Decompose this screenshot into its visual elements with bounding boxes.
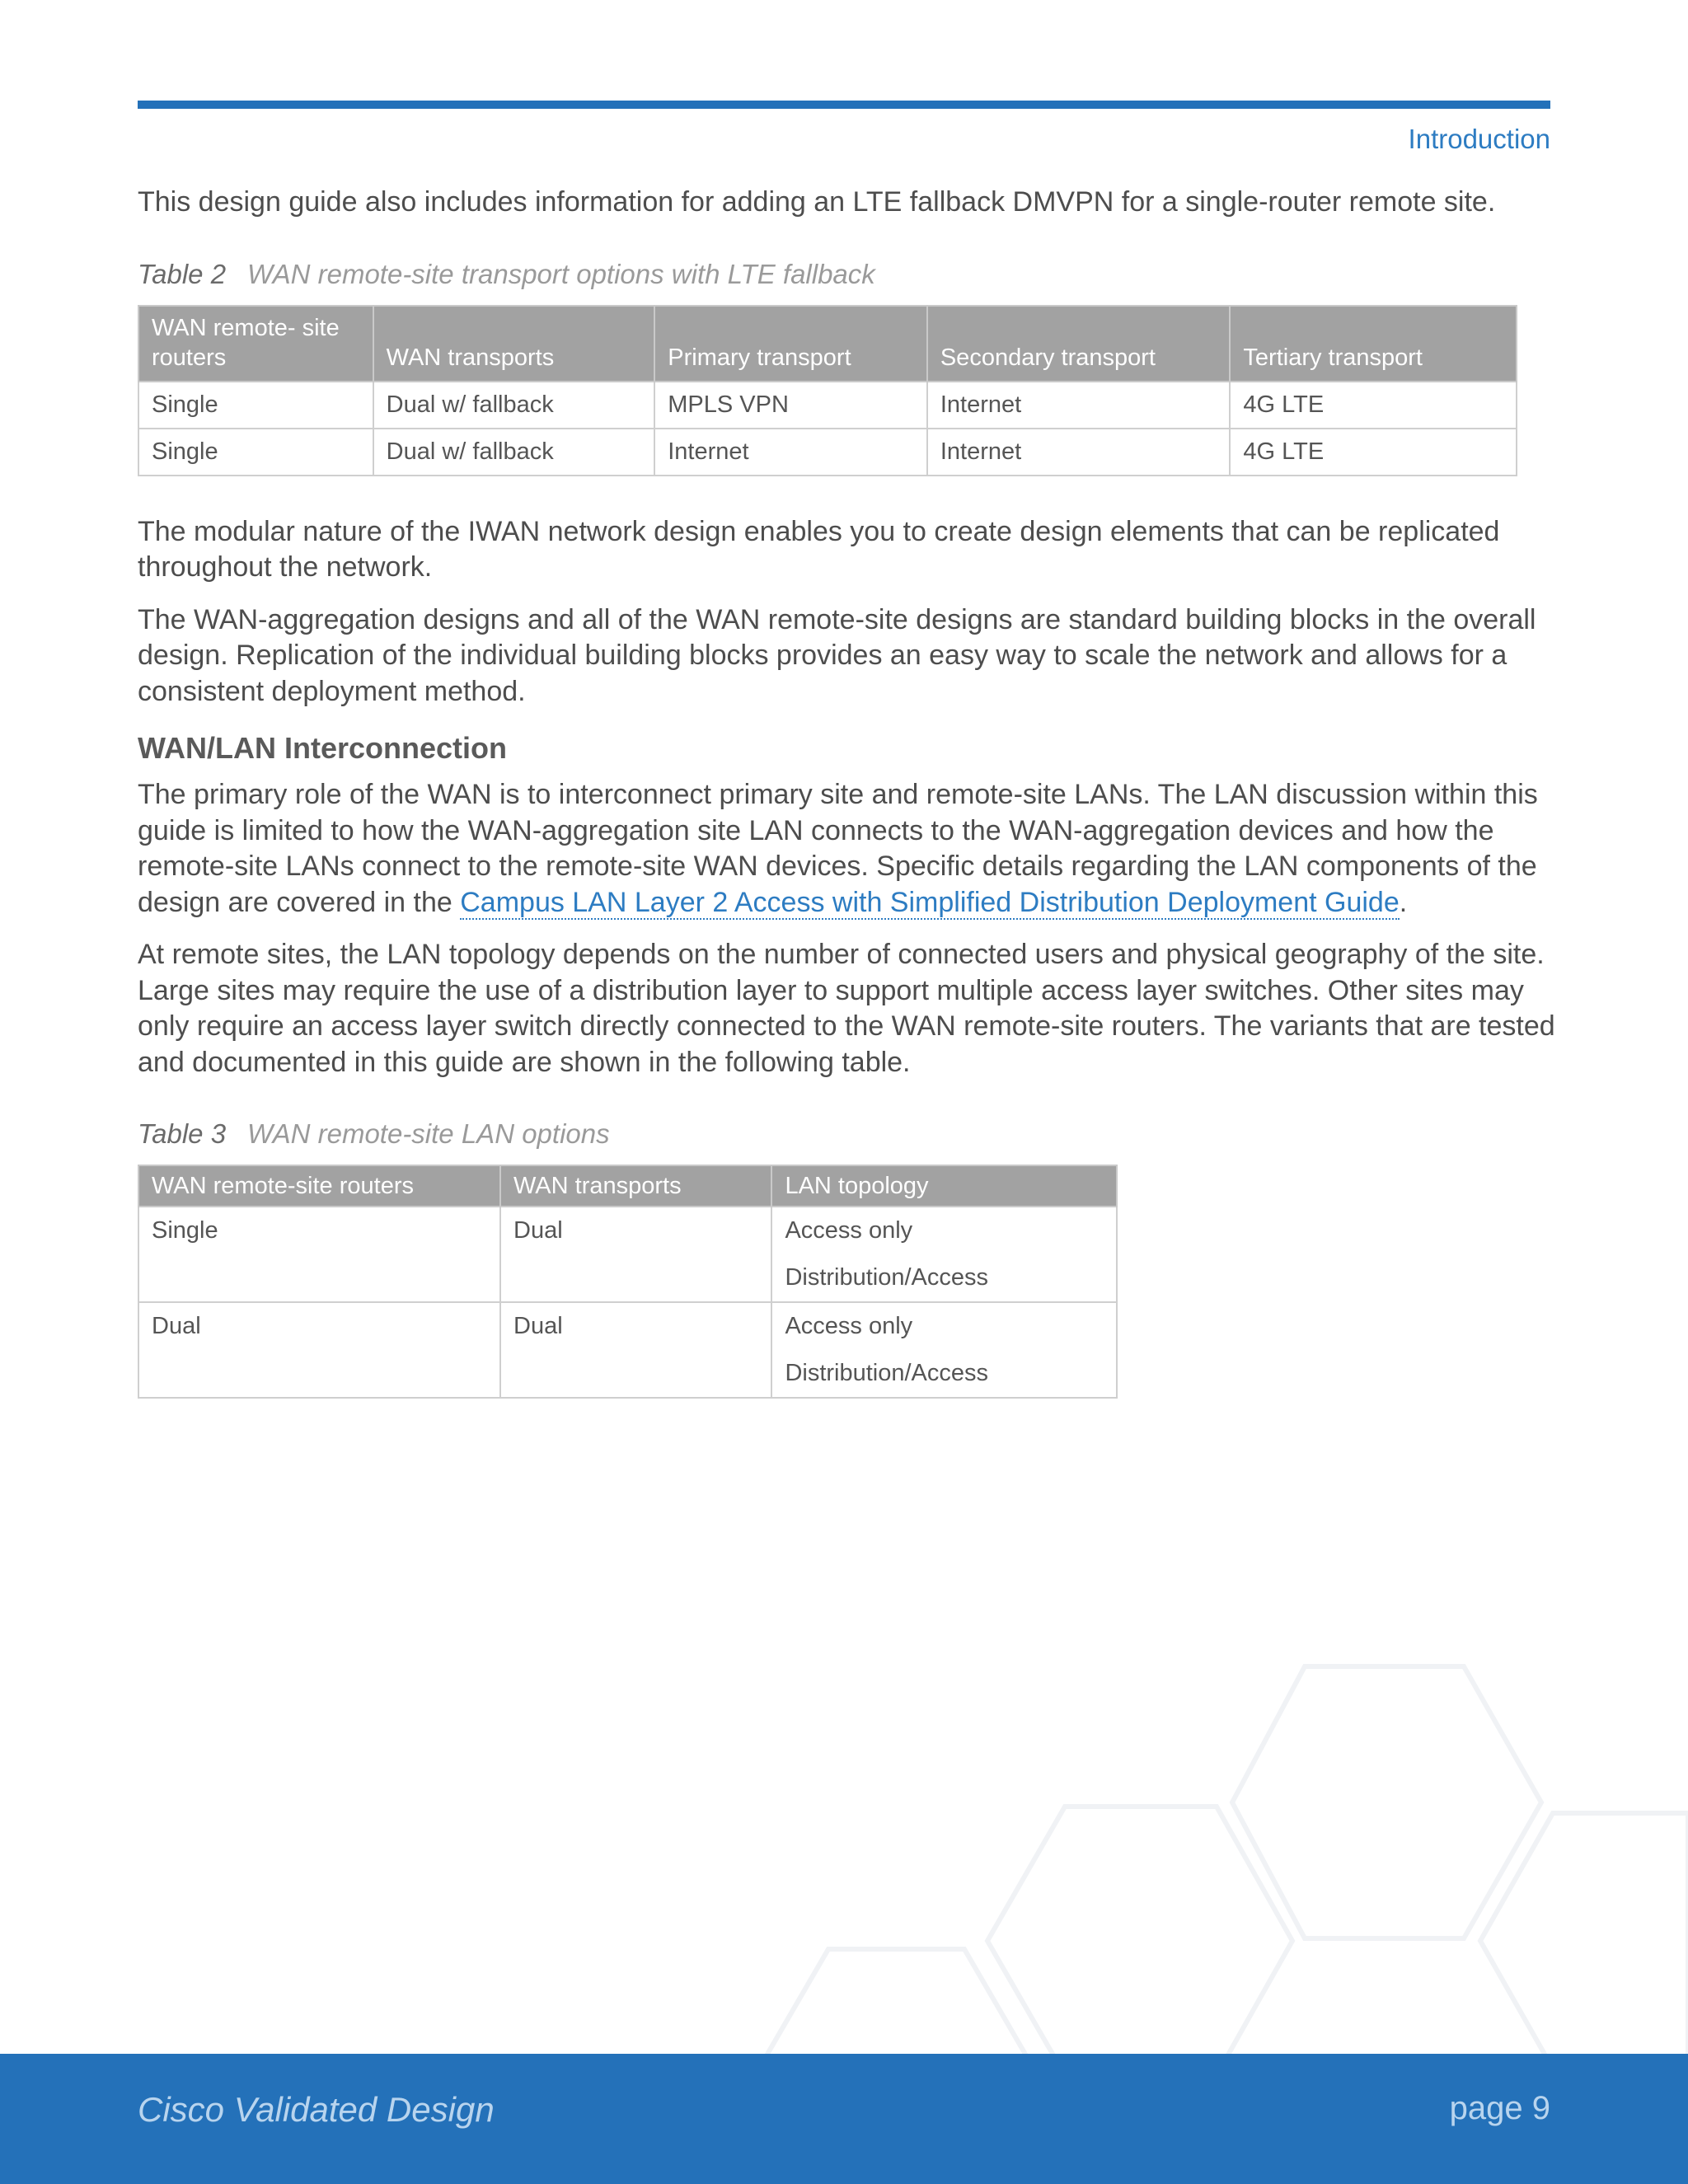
- campus-lan-guide-link[interactable]: Campus LAN Layer 2 Access with Simplified Distribution Deployment Guide: [460, 886, 1400, 918]
- footer-title: Cisco Validated Design: [138, 2090, 495, 2129]
- table2-caption: [138, 259, 1555, 290]
- table2-header-cell: Tertiary transport: [1230, 306, 1517, 382]
- table-cell: Single: [138, 382, 373, 429]
- table-cell: Dual: [138, 1302, 500, 1398]
- table2-header-cell: Secondary transport: [927, 306, 1231, 382]
- table2-header-cell: Primary transport: [654, 306, 927, 382]
- table3-header-row: [138, 1165, 1117, 1207]
- table-row: [138, 1302, 1117, 1398]
- page-number: page 9: [1449, 2090, 1550, 2126]
- header-rule: [138, 101, 1550, 109]
- page-footer: [0, 2054, 1688, 2184]
- interconnection-paragraph: [138, 777, 1555, 921]
- table-cell: Dual: [500, 1302, 771, 1398]
- table3: [138, 1165, 1118, 1399]
- table-cell: Single: [138, 1207, 500, 1302]
- table-cell: Internet: [927, 382, 1231, 429]
- remote-sites-paragraph: At remote sites, the LAN topology depends on the number of connected users and physical geography of the site. Large sites may require the use of a distribution layer to support multiple access layer switches. Other sites may only require an access layer switch directly connected to the WAN remote-site routers. The variants that are tested and documented in this guide are shown in the following table.: [138, 939, 1555, 1078]
- section-heading: WAN/LAN Interconnection: [138, 731, 507, 765]
- interconnection-text: The primary role of the WAN is to interconnect primary site and remote-site LANs. The LAN discussion within this guide is limited to how the WAN-aggregation site LAN connects to the WAN-aggregation devices and how the remote-site LANs connect to the remote-site WAN devices. Specific details regarding the LAN components of the design are covered in the: [138, 779, 1538, 918]
- table3-header-cell: LAN topology: [771, 1165, 1117, 1207]
- table-cell: 4G LTE: [1230, 382, 1517, 429]
- table3-header-cell: WAN remote-site routers: [138, 1165, 500, 1207]
- topology-option: Distribution/Access: [785, 1264, 989, 1291]
- table-cell: Internet: [927, 429, 1231, 476]
- document-body: [138, 185, 1555, 1399]
- table2-header-row: [138, 306, 1517, 382]
- table-cell: Dual: [500, 1207, 771, 1302]
- modular-paragraph: The modular nature of the IWAN network design enables you to create design elements that can be replicated throughout the network.: [138, 515, 1500, 583]
- table3-header-cell: WAN transports: [500, 1165, 771, 1207]
- table2-title: WAN remote-site transport options with LTE fallback: [247, 258, 875, 289]
- table-cell: Dual w/ fallback: [373, 429, 655, 476]
- table-cell: Single: [138, 429, 373, 476]
- table2: [138, 305, 1517, 476]
- table2-header-cell: WAN remote- site routers: [138, 306, 373, 382]
- table2-header-cell: WAN transports: [373, 306, 655, 382]
- table3-title: WAN remote-site LAN options: [247, 1118, 610, 1149]
- table-cell: [771, 1302, 1117, 1398]
- table-cell: Internet: [654, 429, 927, 476]
- aggregation-paragraph: The WAN-aggregation designs and all of the WAN remote-site designs are standard building blocks in the overall design. Replication of the individual building blocks provides an easy way to scale the network and allows for a consistent deployment method.: [138, 603, 1536, 707]
- topology-option: Distribution/Access: [785, 1360, 989, 1386]
- table3-caption: [138, 1118, 1555, 1150]
- table-cell: Dual w/ fallback: [373, 382, 655, 429]
- table-cell: 4G LTE: [1230, 429, 1517, 476]
- interconnection-text-end: .: [1399, 886, 1408, 918]
- table-row: [138, 1207, 1117, 1302]
- table-row: [138, 382, 1517, 429]
- table-cell: MPLS VPN: [654, 382, 927, 429]
- topology-option: Access only: [785, 1313, 913, 1339]
- table-cell: [771, 1207, 1117, 1302]
- topology-option: Access only: [785, 1217, 913, 1244]
- intro-paragraph: This design guide also includes information for adding an LTE fallback DMVPN for a single-router remote site.: [138, 186, 1496, 218]
- table3-number: Table 3: [138, 1118, 227, 1149]
- table-row: [138, 429, 1517, 476]
- table2-number: Table 2: [138, 258, 227, 289]
- section-label: Introduction: [1408, 124, 1550, 154]
